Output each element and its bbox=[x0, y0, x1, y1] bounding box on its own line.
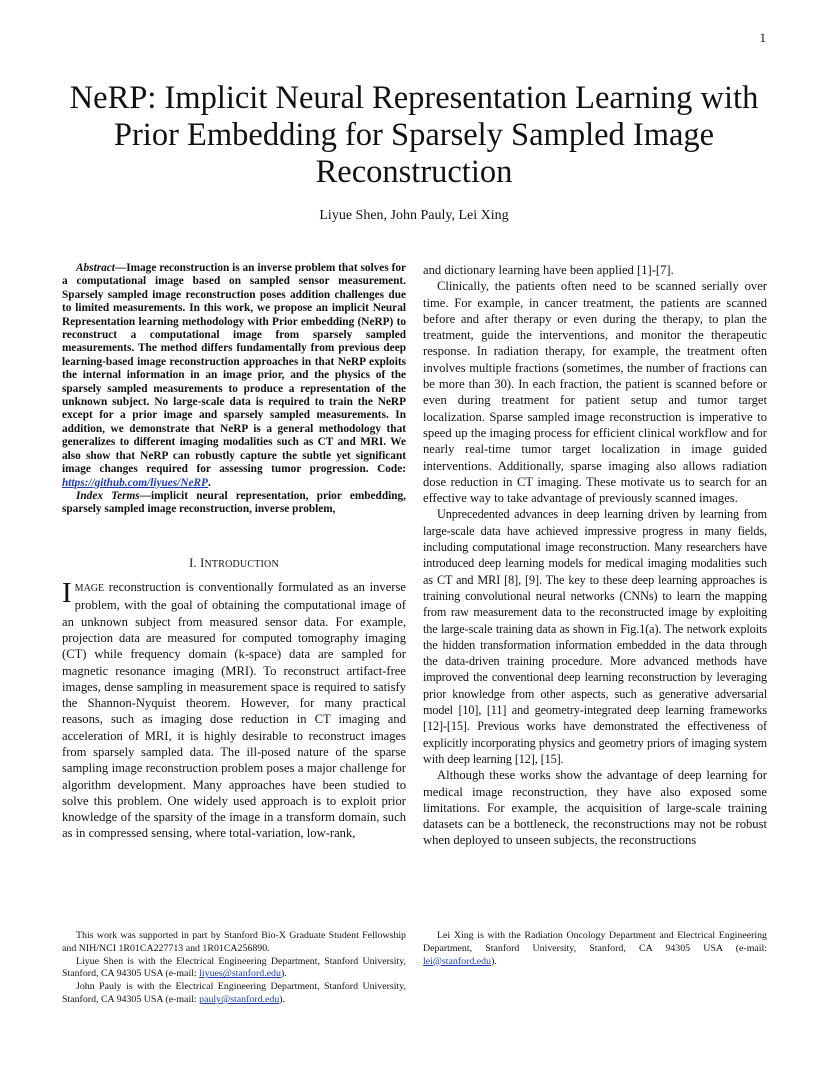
section-initial: I bbox=[200, 555, 205, 570]
footnote-shen-text: Liyue Shen is with the Electrical Engineering Department, Stanford University, Stanford, CA 94305 USA (e-mail: bbox=[62, 955, 406, 980]
intro-paragraph-1-text: reconstruction is conventionally formulated as an inverse problem, with the goal of obtaining the computational image of an unknown subject from measured sensor data. For example, projection data are measured for computed tomography imaging (CT) while frequency domain (k-space) data are sampled for magnetic resonance imaging (MRI). To reconstruct artifact-free images, dense sampling in measurement space is required to satisfy the Shannon-Nyquist theorem. However, for many practical reasons, such as imaging dose reduction in CT imaging and acceleration of MRI, it is highly desirable to reconstruct images from sparsely sampled data. The ill-posed nature of the sparse sampling image reconstruction problem poses a major challenge for algorithm development. Many approaches have been studied to solve this problem. One widely used approach is to exploit prior knowledge of the sparsity of the image in a transform domain, such as in compressed sensing, where total-variation, low-rank, bbox=[62, 580, 406, 841]
footnote-support: This work was supported in part by Stanford Bio-X Graduate Student Fellowship and NIH/NCI 1R01CA227713 and 1R01CA256890. bbox=[62, 930, 406, 954]
intro-paragraph-4: Although these works show the advantage of deep learning for medical image reconstruction, they have also exposed some limitations. For example, the acquisition of large-scale training datasets can be a bottleneck, the reconstructions may not be robust when deployed to unseen subjects, the reconstructions bbox=[423, 768, 767, 848]
footnote-xing bbox=[423, 930, 767, 968]
index-terms-label: Index Terms bbox=[76, 489, 140, 502]
code-link[interactable]: https://github.com/liyues/NeRP bbox=[62, 476, 208, 489]
left-column bbox=[62, 262, 406, 842]
footnote-shen bbox=[62, 956, 406, 982]
index-terms bbox=[62, 490, 406, 517]
index-terms-text: implicit neural representation, prior embedding, sparsely sampled image reconstruction, inverse problem, bbox=[62, 489, 406, 516]
footnote-pauly-text: John Pauly is with the Electrical Engineering Department, Stanford University, Stanford, CA 94305 USA (e-mail: bbox=[62, 981, 406, 1005]
page-number: 1 bbox=[759, 30, 766, 45]
section-rest: NTRODUCTION bbox=[204, 558, 279, 570]
intro-paragraph-2: Clinically, the patients often need to be scanned serially over time. For example, in cancer treatment, the patients are scanned before and after therapy or even during the therapy, to plan the treatment, guide the interventions, and monitor the therapeutic response. In radiation therapy, for example, the treatment often involves multiple fractions (sometimes, the number of fractions can be more than 30). In each fraction, the patient is scanned before or even during treatment for patient setup and tumor target localization. Sparse sampled image reconstruction is imperative to speed up the imaging process for efficient clinical workflow and for nearly real-time tumor target localization in image guided interventions. Additionally, sparse imaging also allows radiation dose reduction in CT imaging. These motivate us to search for an effective way to take advantage of previously scanned images. bbox=[423, 279, 767, 506]
footnote-xing-text: Lei Xing is with the Radiation Oncology Department and Electrical Engineering Department, Stanford University, Stanford, CA 94305 USA (e-mail: bbox=[423, 930, 767, 954]
abstract-dash: — bbox=[114, 262, 127, 274]
intro-paragraph-3: Unprecedented advances in deep learning driven by learning from large-scale data have achieved impressive progress in many fields, including computational image reconstruction. Many researchers have introduced deep learning models for medical imaging modalities such as CT and MRI [8], [9]. The key to these deep learning approaches is training convolutional neural networks (CNNs) to learn the mapping from raw measurement data to the reconstructed image by exploiting the large-scale training data as shown in Fig.1(a). The network exploits the hidden transformation information embedded in the data through the data-driven training procedure. More advanced methods have improved the conventional deep learning reconstruction by leveraging prior knowledge from other aspects, such as generative adversarial model [10], [11] and geometry-integrated deep learning frameworks [12]-[15]. Previous works have demonstrated the effectiveness of explicitly incorporating physics and geometry priors of imaging system with deep learning [12], [15]. bbox=[423, 507, 767, 766]
intro-paragraph-1-continued: and dictionary learning have been applied [1]-[7]. bbox=[423, 263, 674, 277]
right-column bbox=[423, 262, 767, 849]
email-link-xing[interactable]: lei@stanford.edu bbox=[423, 955, 492, 967]
abstract-label: Abstract bbox=[76, 262, 115, 274]
email-link-pauly[interactable]: pauly@stanford.edu bbox=[199, 993, 280, 1005]
footnotes-right bbox=[423, 930, 767, 968]
footnote-shen-close: ). bbox=[280, 968, 287, 980]
abstract bbox=[62, 262, 406, 490]
intro-small-caps: MAGE bbox=[74, 583, 105, 595]
index-terms-dash: — bbox=[139, 489, 151, 502]
abstract-text: Image reconstruction is an inverse problem that solves for a computational image based on sampled sensor measurement. Sparsely sampled image reconstruction poses addition challenges due to limited measurements. In this work, we propose an implicit Neural Representation learning methodology with Prior embedding (NeRP) to reconstruct a computational image from sparsely sampled measurements. The method differs fundamentally from previous deep learning-based image reconstruction approaches in that NeRP exploits the internal information in an image prior, and the physics of the sparsely sampled measurements to produce a representation of the unknown subject. No large-scale data is required to train the NeRP except for a prior image and sparsely sampled measurements. In addition, we demonstrate that NeRP is a general methodology that generalizes to different imaging modalities such as CT and MRI. We also show that NeRP can robustly capture the subtle yet significant image changes required for assessing tumor progression. Code: bbox=[62, 262, 406, 476]
footnote-pauly bbox=[62, 981, 406, 1007]
drop-cap: I bbox=[62, 577, 72, 610]
section-numeral: I. bbox=[189, 555, 197, 570]
author-list: Liyue Shen, John Pauly, Lei Xing bbox=[319, 208, 509, 223]
paper-title: NeRP: Implicit Neural Representation Learning with Prior Embedding for Sparsely Sampled Image Reconstruction bbox=[69, 80, 759, 190]
footnote-xing-close: ). bbox=[491, 955, 497, 967]
email-link-shen[interactable]: liyues@stanford.edu bbox=[199, 968, 281, 980]
abstract-end: . bbox=[207, 476, 211, 489]
footnote-pauly-close: ). bbox=[279, 993, 286, 1005]
section-heading-introduction bbox=[62, 555, 406, 573]
footnotes-left bbox=[62, 930, 406, 1007]
intro-paragraph-1 bbox=[62, 579, 406, 842]
